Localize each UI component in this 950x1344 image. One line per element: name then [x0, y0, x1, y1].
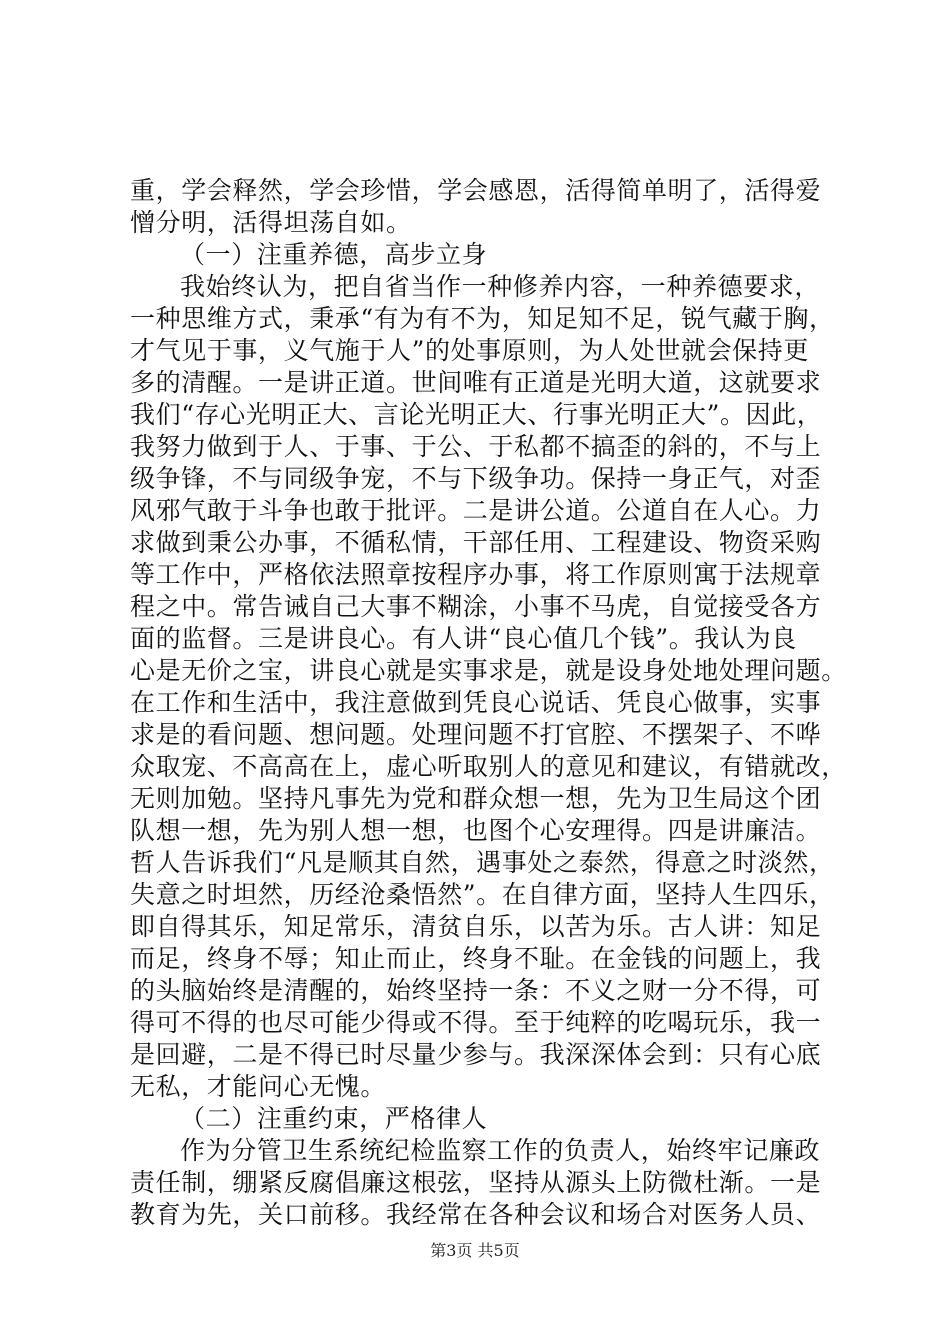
- text-line: 一种思维方式，秉承“有为有不为，知足知不足，锐气藏于胸，: [130, 304, 835, 333]
- text-line: 面的监督。三是讲良心。有人讲“良心值几个钱”。我认为良: [130, 624, 797, 653]
- text-line: 等工作中，严格依法照章按程序办事，将工作原则寓于法规章: [130, 560, 822, 589]
- text-line: 即自得其乐，知足常乐，清贫自乐，以苦为乐。古人讲：知足: [130, 912, 822, 941]
- text-line: 失意之时坦然，历经沧桑悟然”。在自律方面，坚持人生四乐，: [130, 880, 835, 909]
- page-number: 第3页 共5页: [430, 1241, 520, 1260]
- text-line: 我们“存心光明正大、言论光明正大、行事光明正大”。因此，: [130, 400, 823, 429]
- text-line: 级争锋，不与同级争宠，不与下级争功。保持一身正气，对歪: [130, 464, 822, 493]
- text-line: 哲人告诉我们“凡是顺其自然，遇事处之泰然，得意之时淡然，: [130, 848, 835, 877]
- text-line: 众取宠、不高高在上，虚心听取别人的意见和建议，有错就改，: [130, 752, 847, 781]
- text-line: 得可不得的也尽可能少得或不得。至于纯粹的吃喝玩乐，我一: [130, 1008, 822, 1037]
- text-line: 我始终认为，把自省当作一种修养内容，一种养德要求，: [180, 272, 821, 301]
- text-line: 责任制，绷紧反腐倡廉这根弦，坚持从源头上防微杜渐。一是: [130, 1168, 822, 1197]
- text-line: 程之中。常告诫自己大事不糊涂，小事不马虎，自觉接受各方: [130, 592, 822, 621]
- text-line: 求是的看问题、想问题。处理问题不打官腔、不摆架子、不哗: [130, 720, 822, 749]
- text-line: 风邪气敢于斗争也敢于批评。二是讲公道。公道自在人心。力: [130, 496, 822, 525]
- text-line: 重，学会释然，学会珍惜，学会感恩，活得简单明了，活得爱: [130, 176, 822, 205]
- text-line: 在工作和生活中，我注意做到凭良心说话、凭良心做事，实事: [130, 688, 822, 717]
- text-line: 心是无价之宝，讲良心就是实事求是，就是设身处地处理问题。: [130, 656, 847, 685]
- text-line: 无私，才能问心无愧。: [130, 1072, 387, 1101]
- text-line: 队想一想，先为别人想一想，也图个心安理得。四是讲廉洁。: [130, 816, 822, 845]
- text-line: 的头脑始终是清醒的，始终坚持一条：不义之财一分不得，可: [130, 976, 822, 1005]
- text-line: 求做到秉公办事，不循私情，干部任用、工程建设、物资采购: [130, 528, 822, 557]
- section-heading: （二）注重约束，严格律人: [180, 1104, 488, 1133]
- text-line: 教育为先，关口前移。我经常在各种会议和场合对医务人员、: [130, 1200, 822, 1229]
- text-line: 作为分管卫生系统纪检监察工作的负责人，始终牢记廉政: [180, 1136, 821, 1165]
- text-line: 才气见于事，义气施于人”的处事原则，为人处世就会保持更: [130, 336, 809, 365]
- text-line: 无则加勉。坚持凡事先为党和群众想一想，先为卫生局这个团: [130, 784, 822, 813]
- text-line: 憎分明，活得坦荡自如。: [130, 208, 412, 237]
- text-line: 而足，终身不辱；知止而止，终身不耻。在金钱的问题上，我: [130, 944, 822, 973]
- section-heading: （一）注重养德，高步立身: [180, 240, 488, 269]
- text-line: 多的清醒。一是讲正道。世间唯有正道是光明大道，这就要求: [130, 368, 822, 397]
- text-line: 我努力做到于人、于事、于公、于私都不搞歪的斜的，不与上: [130, 432, 822, 461]
- text-line: 是回避，二是不得已时尽量少参与。我深深体会到：只有心底: [130, 1040, 822, 1069]
